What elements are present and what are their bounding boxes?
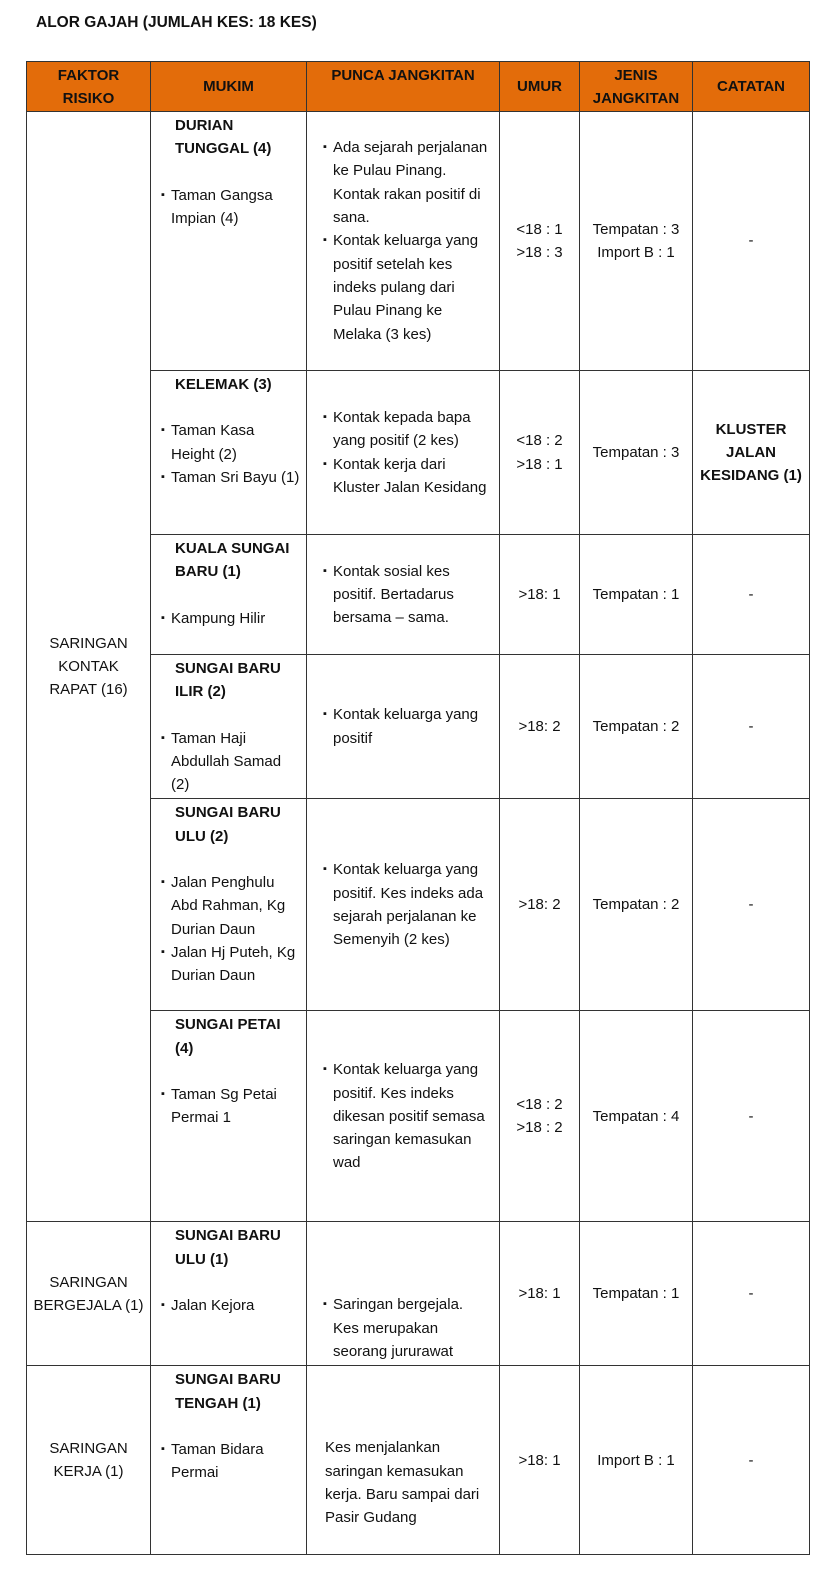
umur-value: >18: 1	[518, 1285, 561, 1303]
header-umur: UMUR	[500, 62, 580, 112]
jenis-jangkitan-cell	[580, 535, 693, 655]
punca-list	[323, 858, 493, 951]
umur-value: >18 : 1	[516, 455, 563, 473]
punca-jangkitan-cell	[307, 371, 500, 535]
jenis-jangkitan-cell	[580, 1222, 693, 1366]
umur-value: <18 : 2	[516, 432, 563, 450]
jenis-value: Tempatan : 1	[592, 585, 680, 603]
umur-cell	[500, 535, 580, 655]
punca-list	[323, 703, 493, 750]
umur-value: >18: 2	[518, 896, 561, 914]
mukim-cell	[151, 655, 307, 799]
place-list	[161, 607, 300, 630]
page-title: ALOR GAJAH (JUMLAH KES: 18 KES)	[36, 14, 317, 31]
umur-value: >18: 1	[518, 585, 561, 603]
jenis-value: Tempatan : 2	[592, 896, 680, 914]
jenis-jangkitan-cell	[580, 1011, 693, 1222]
place-list	[161, 1083, 300, 1130]
jenis-jangkitan-cell	[580, 799, 693, 1011]
place-list	[161, 419, 300, 489]
spacer	[175, 396, 300, 419]
mukim-cell	[151, 1366, 307, 1555]
table-row	[27, 1222, 810, 1366]
punca-item: ▪ Kontak sosial kes positif. Bertadarus bersama – sama.	[323, 560, 493, 630]
catatan-cell: -	[693, 655, 810, 799]
umur-cell	[500, 112, 580, 371]
umur-value: <18 : 1	[516, 220, 563, 238]
mukim-cell	[151, 535, 307, 655]
punca-item: ▪ Kontak kepada bapa yang positif (2 kes)	[323, 406, 493, 453]
place-list	[161, 871, 300, 987]
faktor-risiko-cell: SARINGAN KERJA (1)	[27, 1366, 151, 1555]
punca-item: ▪ Kontak keluarga yang positif setelah kes indeks pulang dari Pulau Pinang ke Melaka (3 kes)	[323, 229, 493, 345]
header-mukim: MUKIM	[151, 62, 307, 112]
jenis-jangkitan-cell	[580, 1366, 693, 1555]
cases-table	[26, 61, 810, 1555]
jenis-jangkitan-cell	[580, 371, 693, 535]
jenis-value: Import B : 1	[597, 1451, 675, 1469]
place-item: ▪ Taman Gangsa Impian (4)	[161, 184, 300, 231]
jenis-jangkitan-cell	[580, 112, 693, 371]
table-row	[27, 112, 810, 371]
umur-cell	[500, 1366, 580, 1555]
punca-list	[323, 1058, 493, 1174]
punca-jangkitan-cell	[307, 112, 500, 371]
catatan-cell: -	[693, 535, 810, 655]
punca-list	[323, 136, 493, 346]
table-header-row	[27, 62, 810, 112]
place-item: ▪ Taman Bidara Permai	[161, 1438, 300, 1485]
jenis-value: Tempatan : 3	[592, 443, 680, 461]
jenis-value: Import B : 1	[597, 244, 675, 261]
place-item: ▪ Taman Haji Abdullah Samad (2)	[161, 727, 300, 797]
place-item: ▪ Jalan Kejora	[161, 1294, 300, 1317]
punca-list	[323, 560, 493, 630]
umur-value: >18 : 3	[516, 244, 563, 261]
mukim-cell	[151, 1011, 307, 1222]
place-item: ▪ Jalan Penghulu Abd Rahman, Kg Durian Daun	[161, 871, 300, 941]
punca-item: ▪ Kontak keluarga yang positif. Kes indeks ada sejarah perjalanan ke Semenyih (2 kes)	[323, 858, 493, 951]
place-list	[161, 184, 300, 231]
mukim-title: SUNGAI BARU ULU (2)	[175, 804, 281, 845]
jenis-value: Tempatan : 2	[592, 718, 680, 736]
umur-cell	[500, 1011, 580, 1222]
catatan-cell: -	[693, 1011, 810, 1222]
header-jenis-jangkitan: JENIS JANGKITAN	[580, 62, 693, 112]
place-list	[161, 1294, 300, 1317]
umur-cell	[500, 799, 580, 1011]
spacer	[175, 704, 300, 727]
mukim-cell	[151, 1222, 307, 1366]
place-item: ▪ Taman Sri Bayu (1)	[161, 466, 300, 489]
umur-cell	[500, 371, 580, 535]
catatan-cell: -	[693, 799, 810, 1011]
punca-text: Kes menjalankan saringan kemasukan kerja. Baru sampai dari Pasir Gudang	[325, 1439, 480, 1527]
spacer	[175, 584, 300, 607]
mukim-title: KELEMAK (3)	[175, 376, 272, 393]
umur-value: >18: 2	[518, 718, 561, 736]
punca-jangkitan-cell	[307, 799, 500, 1011]
spacer	[175, 1060, 300, 1083]
punca-item: ▪ Kontak keluarga yang positif. Kes indeks dikesan positif semasa saringan kemasukan wad	[323, 1058, 493, 1174]
spacer	[175, 1271, 300, 1294]
punca-jangkitan-cell	[307, 655, 500, 799]
mukim-title: DURIAN TUNGGAL (4)	[175, 117, 272, 158]
punca-jangkitan-cell	[307, 535, 500, 655]
umur-value: >18 : 2	[516, 1119, 563, 1137]
punca-jangkitan-cell	[307, 1366, 500, 1555]
jenis-jangkitan-cell	[580, 655, 693, 799]
jenis-value: Tempatan : 3	[592, 220, 680, 238]
mukim-title: SUNGAI BARU ULU (1)	[175, 1227, 281, 1268]
mukim-cell	[151, 799, 307, 1011]
place-list	[161, 727, 300, 797]
punca-item: ▪ Ada sejarah perjalanan ke Pulau Pinang. Kontak rakan positif di sana.	[323, 136, 493, 229]
punca-item: ▪ Kontak kerja dari Kluster Jalan Kesidang	[323, 453, 493, 500]
place-item: ▪ Jalan Hj Puteh, Kg Durian Daun	[161, 941, 300, 988]
place-item: ▪ Taman Sg Petai Permai 1	[161, 1083, 300, 1130]
catatan-cell: -	[693, 1222, 810, 1366]
place-item: ▪ Kampung Hilir	[161, 607, 300, 630]
header-catatan: CATATAN	[693, 62, 810, 112]
spacer	[175, 161, 300, 184]
mukim-title: SUNGAI PETAI (4)	[175, 1016, 281, 1057]
mukim-title: KUALA SUNGAI BARU (1)	[175, 540, 290, 581]
jenis-value: Tempatan : 4	[592, 1107, 680, 1125]
spacer	[175, 1415, 300, 1438]
mukim-cell	[151, 371, 307, 535]
place-item: ▪ Taman Kasa Height (2)	[161, 419, 300, 466]
umur-value: >18: 1	[518, 1451, 561, 1469]
jenis-value: Tempatan : 1	[592, 1285, 680, 1303]
punca-list	[323, 406, 493, 499]
umur-cell	[500, 655, 580, 799]
table-row	[27, 1366, 810, 1555]
catatan-cell: -	[693, 112, 810, 371]
header-faktor-risiko: FAKTOR RISIKO	[27, 62, 151, 112]
faktor-risiko-cell: SARINGAN BERGEJALA (1)	[27, 1222, 151, 1366]
spacer	[175, 848, 300, 871]
mukim-title: SUNGAI BARU TENGAH (1)	[175, 1371, 281, 1412]
faktor-risiko-cell: SARINGAN KONTAK RAPAT (16)	[27, 112, 151, 1222]
header-punca-jangkitan: PUNCA JANGKITAN	[307, 62, 500, 112]
catatan-cell: KLUSTER JALAN KESIDANG (1)	[693, 371, 810, 535]
mukim-cell	[151, 112, 307, 371]
catatan-cell: -	[693, 1366, 810, 1555]
place-list	[161, 1438, 300, 1485]
umur-value: <18 : 2	[516, 1096, 563, 1114]
punca-list	[323, 1293, 493, 1363]
punca-jangkitan-cell	[307, 1222, 500, 1366]
mukim-title: SUNGAI BARU ILIR (2)	[175, 660, 281, 701]
punca-jangkitan-cell	[307, 1011, 500, 1222]
umur-cell	[500, 1222, 580, 1366]
punca-item: ▪ Saringan bergejala. Kes merupakan seorang jururawat	[323, 1293, 493, 1363]
punca-item: ▪ Kontak keluarga yang positif	[323, 703, 493, 750]
